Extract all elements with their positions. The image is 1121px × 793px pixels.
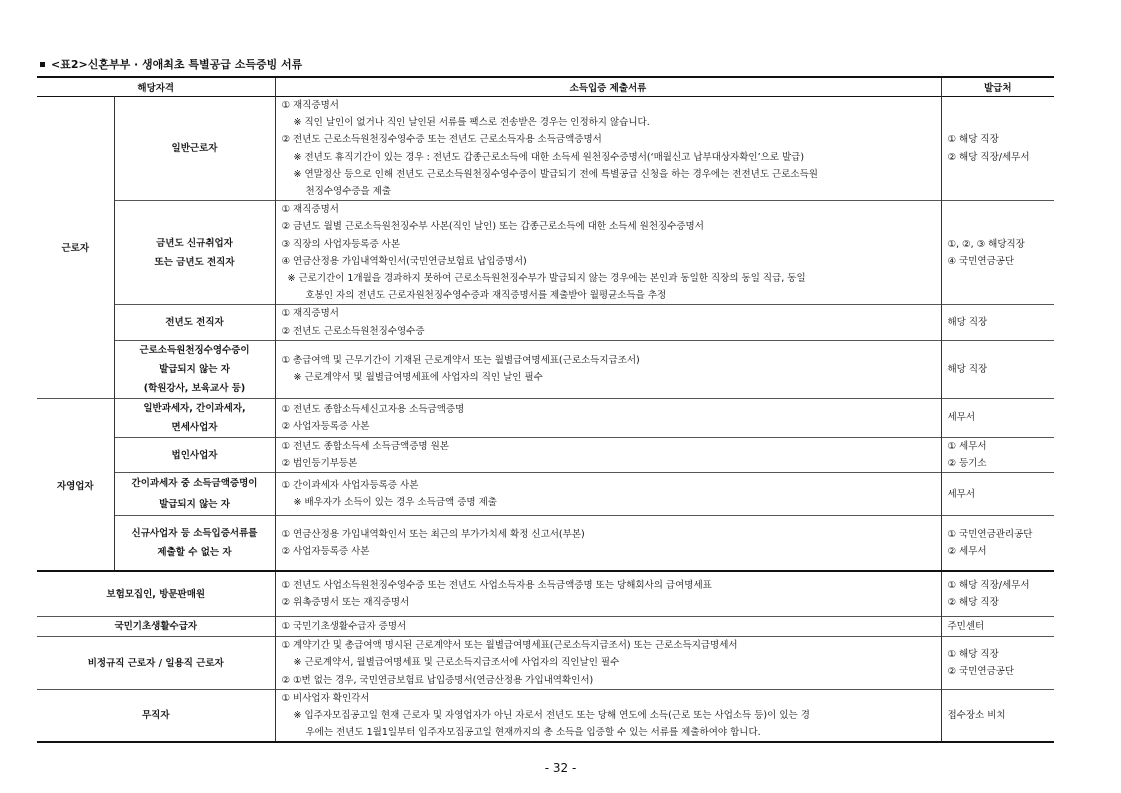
label-general-taxpayer: 일반과세자, 간이과세자, 면세사업자 <box>114 398 275 437</box>
category-self-employed: 자영업자 <box>37 398 114 571</box>
category-worker: 근로자 <box>37 97 114 399</box>
issuer-general-taxpayer: 세무서 <box>941 398 1054 437</box>
issuer-new-business: ① 국민연금관리공단 ② 세무서 <box>941 516 1054 572</box>
docs-unemployed: ① 비사업자 확인각서 ※ 입주자모집공고일 현재 근로자 및 자영업자가 아닌 자로서 전년도 또는 당해 연도에 소득(근로 또는 사업소득 등)이 있는 경 우에는 전년도 1월1일부터 입주자모집공고일 현재까지의 총 소득을 입증할 수 있는 서류를 제출하여야 합니다. <box>275 689 941 742</box>
row-simplified <box>37 473 1054 516</box>
label-corporate: 법인사업자 <box>114 437 275 472</box>
issuer-corporate: ① 세무서 ② 등기소 <box>941 437 1054 472</box>
issuer-simplified: 세무서 <box>941 473 1054 516</box>
row-new-business <box>37 516 1054 572</box>
label-general-worker: 일반근로자 <box>114 97 275 201</box>
row-no-withholding <box>37 340 1054 398</box>
header-qualification: 해당자격 <box>37 77 275 97</box>
issuer-general-worker: ① 해당 직장 ② 해당 직장/세무서 <box>941 97 1054 201</box>
row-prev-year-transfer <box>37 305 1054 340</box>
docs-general-taxpayer: ① 전년도 종합소득세신고자용 소득금액증명 ② 사업자등록증 사본 <box>275 398 941 437</box>
page-number: - 32 - <box>544 761 577 775</box>
label-basic-livelihood: 국민기초생활수급자 <box>37 617 275 637</box>
issuer-irregular: ① 해당 직장 ② 국민연금공단 <box>941 637 1054 690</box>
docs-no-withholding: ① 총급여액 및 근무기간이 기재된 근로계약서 또는 월별급여명세표(근로소득지급조서) ※ 근로계약서 및 월별급여명세표에 사업자의 직인 날인 필수 <box>275 340 941 398</box>
docs-new-business: ① 연금산정용 가입내역확인서 또는 최근의 부가가치세 확정 신고서(부본) ② 사업자등록증 사본 <box>275 516 941 572</box>
issuer-prev-year-transfer: 해당 직장 <box>941 305 1054 340</box>
row-new-employee <box>37 201 1054 305</box>
bullet-square-icon <box>40 62 45 67</box>
docs-simplified: ① 간이과세자 사업자등록증 사본 ※ 배우자가 소득이 있는 경우 소득금액 증명 제출 <box>275 473 941 516</box>
label-irregular: 비정규직 근로자 / 일용직 근로자 <box>37 637 275 690</box>
docs-new-employee: ① 재직증명서 ② 금년도 월별 근로소득원천징수부 사본(직인 날인) 또는 갑종근로소득에 대한 소득세 원천징수증명서 ③ 직장의 사업자등록증 사본 ④ 연금산정용 가입내역확인서(국민연금보험료 납입증명서) ※ 근로기간이 1개월을 경과하지 못하여 근로소득원천징수부가 발급되지 않는 경우에는 본인과 동일한 직장의 동일 직급, 동일 호봉인 자의 전년도 근로자원천징수영수증과 재직증명서를 제출받아 월평균소득을 추정 <box>275 201 941 305</box>
row-general-taxpayer <box>37 398 1054 437</box>
docs-basic-livelihood: ① 국민기초생활수급자 증명서 <box>275 617 941 637</box>
docs-prev-year-transfer: ① 재직증명서 ② 전년도 근로소득원천징수영수증 <box>275 305 941 340</box>
row-insurance <box>37 571 1054 617</box>
docs-insurance: ① 전년도 사업소득원천징수영수증 또는 전년도 사업소득자용 소득금액증명 또는 당해회사의 급여명세표 ② 위촉증명서 또는 재직증명서 <box>275 571 941 617</box>
row-irregular <box>37 637 1054 690</box>
label-new-business: 신규사업자 등 소득입증서류를 제출할 수 없는 자 <box>114 516 275 572</box>
issuer-no-withholding: 해당 직장 <box>941 340 1054 398</box>
docs-irregular: ① 계약기간 및 총급여액 명시된 근로계약서 또는 월별급여명세표(근로소득지급조서) 또는 근로소득지급명세서 ※ 근로계약서, 월별급여명세표 및 근로소득지급조서에 사업자의 직인날인 필수 ② ①번 없는 경우, 국민연금보험료 납입증명서(연금산정용 가입내역확인서) <box>275 637 941 690</box>
income-proof-table <box>37 76 1054 743</box>
issuer-unemployed: 접수장소 비치 <box>941 689 1054 742</box>
label-unemployed: 무직자 <box>37 689 275 742</box>
label-no-withholding: 근로소득원천징수영수증이 발급되지 않는 자 (학원강사, 보육교사 등) <box>114 340 275 398</box>
header-row <box>37 77 1054 97</box>
issuer-basic-livelihood: 주민센터 <box>941 617 1054 637</box>
row-corporate <box>37 437 1054 472</box>
header-issuer: 발급처 <box>941 77 1054 97</box>
docs-corporate: ① 전년도 종합소득세 소득금액증명 원본 ② 법인등기부등본 <box>275 437 941 472</box>
document-title <box>40 56 302 72</box>
label-new-employee: 금년도 신규취업자 또는 금년도 전직자 <box>114 201 275 305</box>
header-documents: 소득입증 제출서류 <box>275 77 941 97</box>
title-text: <표2>신혼부부 · 생애최초 특별공급 소득증빙 서류 <box>51 58 303 71</box>
issuer-new-employee: ①, ②, ③ 해당직장 ④ 국민연금공단 <box>941 201 1054 305</box>
row-general-worker <box>37 97 1054 201</box>
label-simplified: 간이과세자 중 소득금액증명이 발급되지 않는 자 <box>114 473 275 516</box>
row-unemployed <box>37 689 1054 742</box>
label-insurance: 보험모집인, 방문판매원 <box>37 571 275 617</box>
issuer-insurance: ① 해당 직장/세무서 ② 해당 직장 <box>941 571 1054 617</box>
row-basic-livelihood <box>37 617 1054 637</box>
label-prev-year-transfer: 전년도 전직자 <box>114 305 275 340</box>
docs-general-worker: ① 재직증명서 ※ 직인 날인이 없거나 직인 날인된 서류를 팩스로 전송받은 경우는 인정하지 않습니다. ② 전년도 근로소득원천징수영수증 또는 전년도 근로소득자용 소득금액증명서 ※ 전년도 휴직기간이 있는 경우 : 전년도 갑종근로소득에 대한 소득세 원천징수증명서(‘매월신고 납부대상자확인’으로 발급) ※ 연말정산 등으로 인해 전년도 근로소득원천징수영수증이 발급되기 전에 특별공급 신청을 하는 경우에는 전전년도 근로소득원 천징수영수증을 제출 <box>275 97 941 201</box>
